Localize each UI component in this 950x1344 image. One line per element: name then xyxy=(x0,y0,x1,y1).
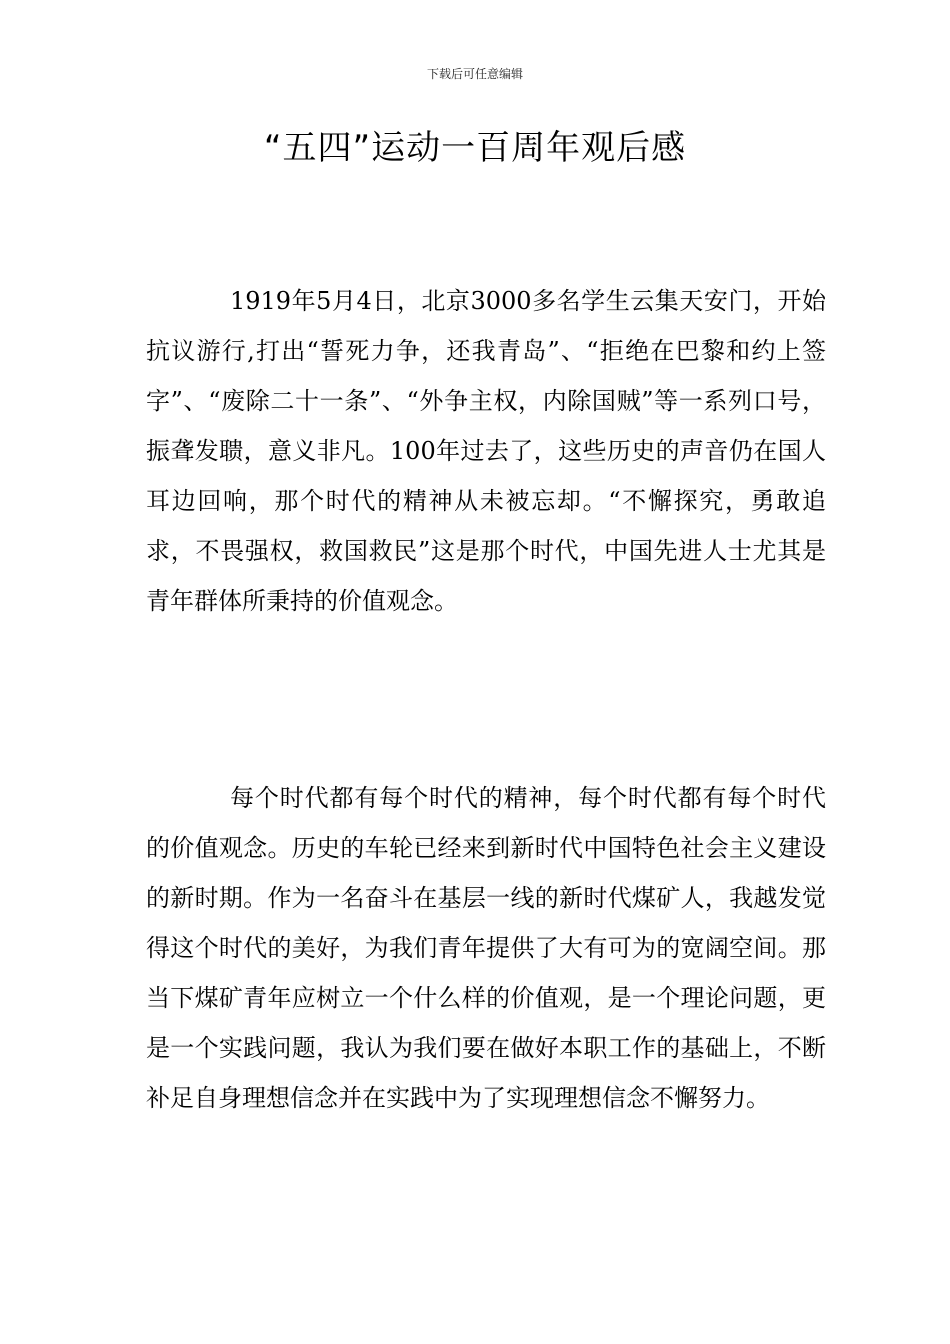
header-note: 下载后可任意编辑 xyxy=(426,67,523,81)
paragraph-1: 1919年5月4日，北京3000多名学生云集天安门，开始抗议游行,打出“誓死力争，还我青岛”、“拒绝在巴黎和约上签字”、“废除二十一条”、“外争主权，内除国贼”等一系列口号，振聋发聩，意义非凡。100年过去了，这些历史的声音仍在国人耳边回响，那个时代的精神从未被忘却。“不懈探究，勇敢追求，不畏强权，救国救民”这是那个时代，中国先进人士尤其是青年群体所秉持的价值观念。 xyxy=(146,287,826,615)
paragraph-2: 每个时代都有每个时代的精神，每个时代都有每个时代的价值观念。历史的车轮已经来到新时代中国特色社会主义建设的新时期。作为一名奋斗在基层一线的新时代煤矿人，我越发觉得这个时代的美好，为我们青年提供了大有可为的宽阔空间。那当下煤矿青年应树立一个什么样的价值观，是一个理论问题，更是一个实践问题，我认为我们要在做好本职工作的基础上，不断补足自身理想信念并在实践中为了实现理想信念不懈努力。 xyxy=(146,784,826,1112)
document-title: “五四”运动一百周年观后感 xyxy=(263,128,687,168)
